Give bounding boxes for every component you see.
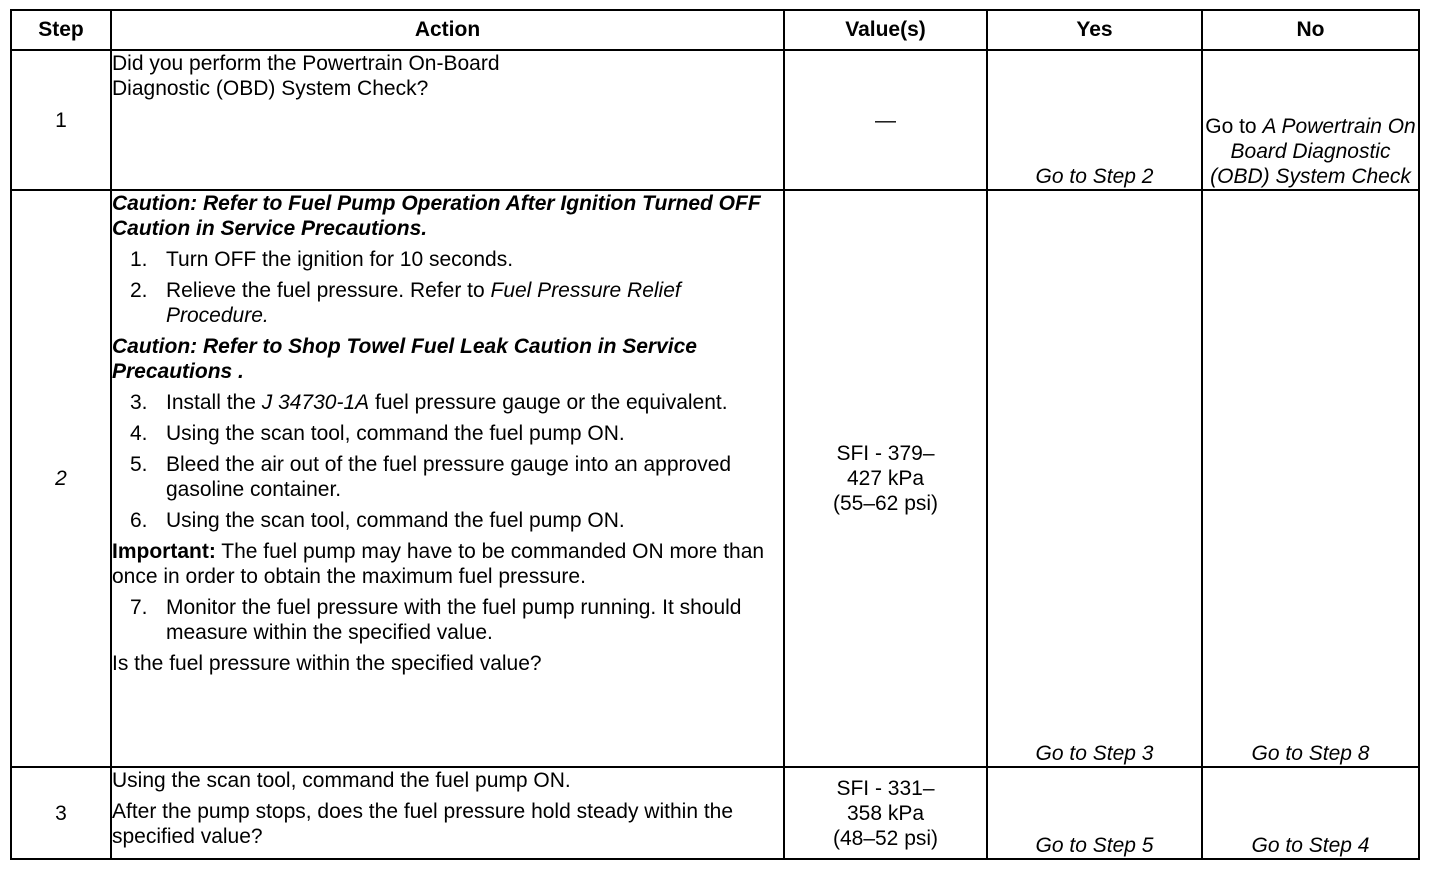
action-text-line: Diagnostic (OBD) System Check? (112, 77, 429, 100)
header-values: Value(s) (784, 10, 987, 50)
value-line: (48–52 psi) (832, 826, 939, 850)
value-line: SFI - 379– (836, 442, 935, 465)
no-prefix: Go to (1205, 115, 1263, 138)
list-item (130, 278, 783, 328)
value-line: (55–62 psi) (832, 492, 939, 515)
important-text: The fuel pump may have to be commanded ON more than once in order to obtain the maximum fuel pressure. (112, 540, 765, 588)
item-text: Bleed the air out of the fuel pressure gauge into an approved gasoline container. (166, 453, 732, 501)
caution-note: Caution: Refer to Fuel Pump Operation After Ignition Turned OFF Caution in Service Precautions. (112, 192, 761, 240)
list-item (130, 508, 783, 533)
header-row (11, 10, 1419, 50)
item-number: 6. (130, 509, 148, 532)
item-text: Monitor the fuel pressure with the fuel pump running. It should measure within the specified value. (166, 596, 742, 644)
no-cell: Go to Step 8 (1202, 190, 1419, 767)
action-cell (111, 767, 784, 859)
list-item (130, 390, 783, 415)
yes-cell: Go to Step 3 (987, 190, 1202, 767)
question-text: Is the fuel pressure within the specified value? (112, 652, 542, 675)
item-text: Using the scan tool, command the fuel pump ON. (166, 422, 625, 445)
no-cell: Go to Step 4 (1202, 767, 1419, 859)
step-number: 1 (11, 50, 111, 190)
value-cell: — (784, 50, 987, 190)
item-number: 5. (130, 453, 148, 476)
action-text-line: Did you perform the Powertrain On-Board (112, 52, 500, 75)
header-step: Step (11, 10, 111, 50)
header-yes: Yes (987, 10, 1202, 50)
header-no: No (1202, 10, 1419, 50)
step-number: 2 (11, 190, 111, 767)
step-number: 3 (11, 767, 111, 859)
action-cell (111, 50, 784, 190)
value-line: 427 kPa (846, 467, 925, 490)
table-row-step-1 (11, 50, 1419, 190)
value-line: SFI - 331– (836, 776, 935, 800)
table-row-step-3 (11, 767, 1419, 859)
important-note (112, 539, 783, 589)
list-item (130, 595, 783, 645)
item-text-part: fuel pressure gauge or the equivalent. (369, 391, 728, 414)
procedure-reference: Fuel Pressure Relief Procedure. (166, 279, 681, 327)
tool-reference: J 34730-1A (261, 391, 370, 414)
item-number: 7. (130, 596, 148, 619)
item-text-part: Install the (166, 391, 262, 414)
list-item (130, 452, 783, 502)
header-action: Action (111, 10, 784, 50)
action-cell (111, 190, 784, 767)
item-number: 3. (130, 391, 148, 414)
yes-cell: Go to Step 2 (987, 50, 1202, 190)
important-label: Important: (112, 540, 216, 563)
action-text-line: After the pump stops, does the fuel pressure hold steady within the specified value? (112, 800, 734, 848)
item-number: 2. (130, 279, 148, 302)
value-cell (784, 767, 987, 859)
value-cell (784, 190, 987, 767)
item-number: 4. (130, 422, 148, 445)
action-text-line: Using the scan tool, command the fuel pump ON. (112, 769, 571, 792)
item-number: 1. (130, 248, 148, 271)
item-text (166, 278, 783, 328)
item-text: Turn OFF the ignition for 10 seconds. (166, 248, 514, 271)
no-reference-link: A Powertrain On Board Diagnostic (OBD) System Check (1210, 115, 1416, 188)
list-item (130, 421, 783, 446)
table-row-step-2 (11, 190, 1419, 767)
item-text: Using the scan tool, command the fuel pump ON. (166, 509, 625, 532)
yes-cell: Go to Step 5 (987, 767, 1202, 859)
value-line: 358 kPa (846, 801, 925, 825)
caution-note: Caution: Refer to Shop Towel Fuel Leak Caution in Service Precautions . (112, 335, 697, 383)
item-text-part: Relieve the fuel pressure. Refer to (166, 279, 491, 302)
diagnostic-table (10, 9, 1420, 860)
no-cell (1202, 50, 1419, 190)
list-item (130, 247, 783, 272)
item-text (166, 390, 783, 415)
